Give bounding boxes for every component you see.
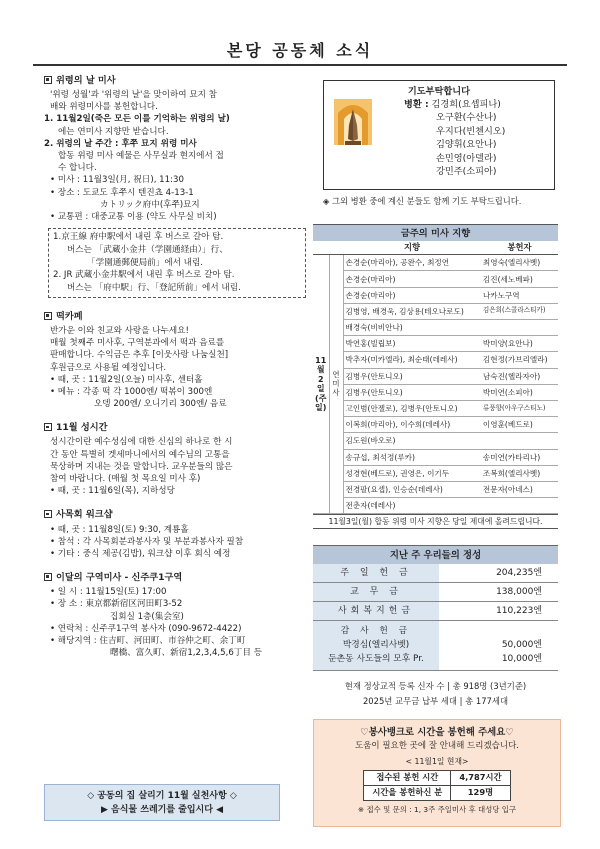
memorial-heading: 위령의 날 미사 xyxy=(44,74,306,87)
mass-intentions-title: 금주의 미사 지향 xyxy=(313,224,558,241)
volunteer-table xyxy=(363,770,510,801)
mass-row xyxy=(313,433,558,449)
prayer-name: 손민영(아델라) xyxy=(436,152,497,164)
mass-row xyxy=(313,449,558,465)
registration-note: 현재 정상교적 등록 신자 수 | 총 918명 (3년기준) 2025년 교무금 납부 세대 | 총 177세대 xyxy=(344,681,527,706)
mass-intention-cell: 배경숙(비비안나) xyxy=(343,320,481,336)
mass-offerer-cell: 이영훈(베드로) xyxy=(481,417,558,433)
mass-offerer-cell: 김은희(스콜라스티카) xyxy=(481,303,558,319)
volunteer-note: ※ 접수 및 문의 : 1, 3주 주일미사 후 대성당 입구 xyxy=(357,805,517,815)
memorial-place: • 장소 : 도쿄도 후쭈시 텐진쵸 4-13-1 xyxy=(50,187,194,198)
mass-row xyxy=(313,481,558,497)
mass-offerer-cell xyxy=(481,320,558,336)
district-body: • 일 시 : 11월15일(토) 17:00 • 장 소 : 東京都新宿区河田町3-52 집회실 1층(集会室) • 연락처 : 신주쿠1구역 봉사자 (090-9672-4422) • 해당지역 : 住吉町、河田町、市谷仲之町、余丁町 曙橋、富久町、新宿1,2,3,4,5,6丁目 등 xyxy=(50,587,263,659)
prayer-name: 우지다(빈첸시오) xyxy=(436,125,506,137)
mass-offerer-cell: 박미연(소피아) xyxy=(481,384,558,400)
offering-row: 사회복지헌금 110,223엔 xyxy=(313,602,558,621)
mass-offerer-cell: 최영숙(엘리사벳) xyxy=(481,255,558,271)
mass-row xyxy=(313,352,558,368)
mass-row xyxy=(313,303,558,319)
practice-item: ▶ 음식물 쓰레기를 줄입시다 ◀ xyxy=(100,805,223,816)
prayer-label: 병환 : xyxy=(404,99,429,110)
right-column xyxy=(313,80,558,708)
district-heading: 이달의 구역미사 - 신주쿠1구역 xyxy=(44,571,306,584)
mass-intention-cell: 송규섭, 최석정(루카) xyxy=(343,449,481,465)
praying-hands-icon xyxy=(334,99,372,145)
mass-intention-cell: 김병영, 배경욱, 김상용(테오나로도) xyxy=(343,303,481,319)
mass-offerer-cell: 류풍향(아우구스티노) xyxy=(481,400,558,416)
mass-offerer-cell xyxy=(481,433,558,449)
mass-offerer-cell: 남숙진(헬라자아) xyxy=(481,368,558,384)
prayer-name: 강민주(소피아) xyxy=(436,166,497,178)
mass-offerer-cell: 전문자(아네스) xyxy=(481,481,558,497)
mass-intention-cell: 전춘자(데레사) xyxy=(343,498,481,514)
volunteer-date: < 11월1일 현재> xyxy=(405,757,469,767)
memorial-intro: '위령 성월'과 '위령의 날'을 맞이하여 묘지 참 배와 위령미사를 봉헌합니다. xyxy=(50,90,217,113)
volunteer-title: ♡봉사뱅크로 시간을 봉헌해 주세요♡ xyxy=(360,727,514,738)
prayer-name: 김경희(요셉피나) xyxy=(431,99,501,110)
mass-intention-cell: 박연홍(빌립보) xyxy=(343,336,481,352)
mass-row xyxy=(313,465,558,481)
prayer-name: 오구환(수산나) xyxy=(436,112,497,124)
practice-box xyxy=(44,784,280,821)
mass-row xyxy=(313,271,558,287)
practice-title: ◇ 공동의 집 살리기 11월 실천사항 ◇ xyxy=(87,791,237,801)
page-title: 본당 공동체 소식 xyxy=(226,41,374,60)
memorial-transport: • 교통편 : 대중교통 이용 (약도 사무실 비치) xyxy=(50,212,217,223)
mass-row xyxy=(313,320,558,336)
mass-intention-cell: 김도원(바오로) xyxy=(343,433,481,449)
title-rule xyxy=(33,64,567,66)
mass-intention-cell: 손경순(마리아) xyxy=(343,287,481,303)
mass-day-label: 11월2일(주일) xyxy=(313,255,329,514)
prayer-list xyxy=(404,98,505,179)
mass-offerer-cell xyxy=(481,498,558,514)
workshop-heading: 사목회 워크샵 xyxy=(44,508,306,521)
memorial-mass-time: • 미사 : 11월3일(月, 祝日), 11:30 xyxy=(50,175,184,186)
mass-intention-cell: 전경팔(요셉), 인승순(데레사) xyxy=(343,481,481,497)
thanks-offering-row: 감 사 헌 금 박경심(엘리사벳) 둔촌동 사도들의 모후 Pr. 50,000엔 10,000엔 xyxy=(313,621,558,671)
memorial-item2: 2. 위령의 날 주간 : 후쭈 묘지 위령 미사 합동 위령 미사 예물은 사무실과 현지에서 접 수 합니다. xyxy=(44,138,224,174)
mass-offerer-cell: 조복희(엘리사벳) xyxy=(481,465,558,481)
mass-intention-cell: 김병우(안토니오) xyxy=(343,384,481,400)
prayer-title: 기도부탁합니다 xyxy=(407,86,471,97)
mass-row xyxy=(313,255,558,271)
mass-row xyxy=(313,384,558,400)
offering-row: 교 무 금 138,000엔 xyxy=(313,583,558,602)
square-bullet-icon xyxy=(44,573,52,581)
mass-intention-cell: 고인범(안젤로), 김병우(안토니오) xyxy=(343,400,481,416)
mass-intention-cell: 박추자(미카엘라), 최순태(데레사) xyxy=(343,352,481,368)
holyhour-heading: 11월 성시간 xyxy=(44,421,306,434)
volunteer-subtitle: 도움이 필요한 곳에 잘 안내해 드리겠습니다. xyxy=(354,741,519,752)
cafe-body: 반가운 이와 친교와 사랑을 나누세요! 매월 첫째주 미사후, 구역분과에서 떡과 음료를 판매합니다. 수익금은 추후 [이웃사랑 나눔실천] 후원금으로 사용될 예정입니다. • 때, 곳 : 11월2일(오늘) 미사후, 센터홀 • 메뉴 : 각종 떡 각 1000엔/ 떡볶이 300엔 오뎅 200엔/ 오니기리 300엔/ 음료 xyxy=(50,325,229,410)
cafe-heading: 떡카페 xyxy=(44,310,306,323)
mass-offerer-cell: 김진(세노베파) xyxy=(481,271,558,287)
square-bullet-icon xyxy=(44,312,52,320)
mass-offerer-cell: 김현정(가브리엘라) xyxy=(481,352,558,368)
square-bullet-icon xyxy=(44,423,52,431)
volunteer-row: 시간을 봉헌하신 분 129명 xyxy=(364,786,510,801)
mass-intention-cell: 성경현(베드로), 권영은, 이기두 xyxy=(343,465,481,481)
col-intention-header: 지향 xyxy=(343,241,481,255)
memorial-place2: カトリック府中(후쭈)묘지 xyxy=(100,199,200,210)
mass-row xyxy=(313,336,558,352)
mass-row xyxy=(313,417,558,433)
prayer-box xyxy=(323,80,555,190)
square-bullet-icon xyxy=(44,510,52,518)
mass-row xyxy=(313,368,558,384)
offering-row: 주 일 헌 금 204,235엔 xyxy=(313,564,558,583)
mass-offerer-cell: 나카노구역 xyxy=(481,287,558,303)
mass-note: 11월3일(월) 합동 위령 미사 지향은 당일 제대에 올려드립니다. xyxy=(313,514,558,529)
mass-row xyxy=(313,400,558,416)
mass-intention-cell: 김병우(안토니오) xyxy=(343,368,481,384)
mass-intention-cell: 손경순(마리아) xyxy=(343,271,481,287)
offerings-table xyxy=(313,564,558,671)
offerings-title: 지난 주 우리들의 정성 xyxy=(313,545,558,564)
volunteer-row: 접수된 봉헌 시간 4,787시간 xyxy=(364,771,510,786)
mass-intention-cell: 손경순(마리아), 공완수, 최정연 xyxy=(343,255,481,271)
mass-offerer-cell: 박미양(요안나) xyxy=(481,336,558,352)
memorial-item1: 1. 11월2일(죽은 모든 이를 기억하는 위령의 날) 에는 연미사 지향만 받습니다. xyxy=(44,114,230,137)
mass-intention-cell: 이복희(마리아), 이수희(데레사) xyxy=(343,417,481,433)
workshop-body: • 때, 곳 : 11월8일(토) 9:30, 계룡홀 • 참석 : 각 사목회분과봉사자 및 부분과봉사자 필참 • 기타 : 중식 제공(김밥), 워크샵 이후 회식 예정 xyxy=(50,524,244,559)
route-box: 1.京王線 府中駅에서 내린 후 버스로 갈아 탐. 버스는 「武蔵小金井（学園通経由）」行、 「学園通郵便局前」에서 내림. 2. JR 武蔵小金井駅에서 내린 후 버스로 갈아 탐. 버스는 「府中駅」行、「登記所前」에서 내림. xyxy=(48,228,306,298)
left-column xyxy=(44,74,306,659)
prayer-note: ◈ 그외 병환 중에 계신 분들도 함께 기도 부탁드립니다. xyxy=(323,196,522,206)
mass-intentions-table xyxy=(313,241,558,515)
holyhour-body: 성시간이란 예수성심에 대한 신심의 하나로 한 시 간 동안 특별히 겟세마니에서의 예수님의 고통을 묵상하며 지내는 것을 말합니다. 교우분들의 많은 참여 바랍니다. (매월 첫 목요일 미사 후) • 때, 곳 : 11월6일(목), 지하성당 xyxy=(50,437,233,497)
col-offerer-header: 봉헌자 xyxy=(481,241,558,255)
mass-row xyxy=(313,287,558,303)
mass-type-label: 연미사 xyxy=(329,255,343,514)
square-bullet-icon xyxy=(44,76,52,84)
prayer-name: 김양휘(요안나) xyxy=(436,139,497,151)
volunteer-bank-box xyxy=(313,719,561,827)
mass-offerer-cell: 송미연(카타리나) xyxy=(481,449,558,465)
mass-row xyxy=(313,498,558,514)
